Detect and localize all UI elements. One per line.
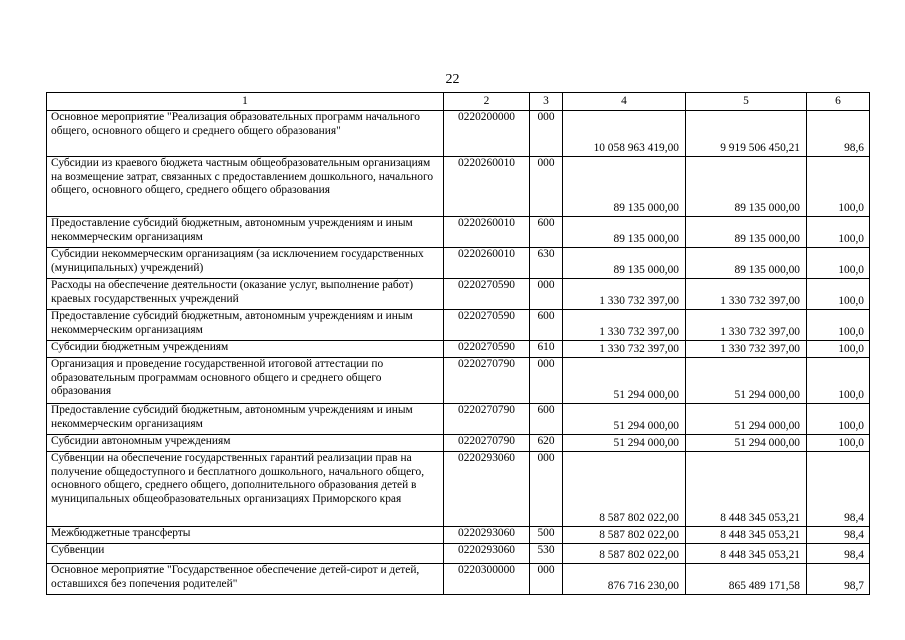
row-plan: 1 330 732 397,00	[563, 279, 686, 310]
row-fact: 8 448 345 053,21	[686, 544, 807, 564]
table-row	[47, 111, 870, 157]
row-plan: 10 058 963 419,00	[563, 111, 686, 157]
row-fact: 51 294 000,00	[686, 358, 807, 404]
row-name: Основное мероприятие "Государственное обеспечение детей-сирот и детей, оставшихся без попечения родителей"	[47, 564, 444, 595]
column-header: 6	[807, 93, 870, 111]
table-row	[47, 310, 870, 341]
row-expense-type: 000	[530, 111, 563, 157]
row-fact: 89 135 000,00	[686, 217, 807, 248]
row-code: 0220293060	[444, 452, 530, 527]
row-name: Субсидии некоммерческим организациям (за исключением государственных (муниципальных) учреждений)	[47, 248, 444, 279]
row-code: 0220260010	[444, 248, 530, 279]
row-expense-type: 000	[530, 157, 563, 217]
budget-table	[46, 92, 870, 595]
table-row	[47, 452, 870, 527]
row-plan: 89 135 000,00	[563, 217, 686, 248]
column-header: 4	[563, 93, 686, 111]
row-code: 0220270790	[444, 435, 530, 452]
table-row	[47, 248, 870, 279]
table-row	[47, 341, 870, 358]
table-row	[47, 217, 870, 248]
row-expense-type: 000	[530, 279, 563, 310]
row-expense-type: 600	[530, 310, 563, 341]
row-name: Субсидии бюджетным учреждениям	[47, 341, 444, 358]
row-plan: 51 294 000,00	[563, 435, 686, 452]
row-fact: 51 294 000,00	[686, 435, 807, 452]
table-row	[47, 564, 870, 595]
row-fact: 89 135 000,00	[686, 157, 807, 217]
row-percent: 98,4	[807, 452, 870, 527]
row-percent: 100,0	[807, 435, 870, 452]
row-plan: 51 294 000,00	[563, 404, 686, 435]
row-plan: 876 716 230,00	[563, 564, 686, 595]
row-fact: 8 448 345 053,21	[686, 452, 807, 527]
row-code: 0220270590	[444, 279, 530, 310]
row-plan: 8 587 802 022,00	[563, 527, 686, 544]
row-fact: 8 448 345 053,21	[686, 527, 807, 544]
row-expense-type: 600	[530, 404, 563, 435]
row-fact: 1 330 732 397,00	[686, 279, 807, 310]
row-name: Расходы на обеспечение деятельности (оказание услуг, выполнение работ) краевых государственных учреждений	[47, 279, 444, 310]
row-code: 0220260010	[444, 157, 530, 217]
column-header: 2	[444, 93, 530, 111]
row-expense-type: 630	[530, 248, 563, 279]
row-percent: 98,7	[807, 564, 870, 595]
row-percent: 100,0	[807, 358, 870, 404]
row-percent: 100,0	[807, 279, 870, 310]
row-percent: 98,4	[807, 527, 870, 544]
column-header: 3	[530, 93, 563, 111]
table-row	[47, 279, 870, 310]
row-percent: 100,0	[807, 341, 870, 358]
row-fact: 89 135 000,00	[686, 248, 807, 279]
row-expense-type: 610	[530, 341, 563, 358]
row-code: 0220270790	[444, 404, 530, 435]
row-plan: 8 587 802 022,00	[563, 544, 686, 564]
row-plan: 51 294 000,00	[563, 358, 686, 404]
row-fact: 51 294 000,00	[686, 404, 807, 435]
row-percent: 98,4	[807, 544, 870, 564]
table-row	[47, 527, 870, 544]
row-name: Субсидии из краевого бюджета частным общеобразовательным организациям на возмещение затрат, связанных с предоставлением дошкольного, начального общего, основного общего, среднего общего образования	[47, 157, 444, 217]
row-code: 0220260010	[444, 217, 530, 248]
column-header: 5	[686, 93, 807, 111]
row-name: Основное мероприятие "Реализация образовательных программ начального общего, основного общего и среднего общего образования"	[47, 111, 444, 157]
row-plan: 89 135 000,00	[563, 157, 686, 217]
row-expense-type: 000	[530, 452, 563, 527]
table-row	[47, 435, 870, 452]
row-code: 0220293060	[444, 527, 530, 544]
row-percent: 100,0	[807, 404, 870, 435]
row-plan: 8 587 802 022,00	[563, 452, 686, 527]
row-name: Субвенции	[47, 544, 444, 564]
row-percent: 98,6	[807, 111, 870, 157]
row-name: Межбюджетные трансферты	[47, 527, 444, 544]
row-plan: 89 135 000,00	[563, 248, 686, 279]
table-row	[47, 544, 870, 564]
row-plan: 1 330 732 397,00	[563, 310, 686, 341]
row-code: 0220300000	[444, 564, 530, 595]
row-expense-type: 620	[530, 435, 563, 452]
row-name: Предоставление субсидий бюджетным, автономным учреждениям и иным некоммерческим организациям	[47, 217, 444, 248]
row-percent: 100,0	[807, 157, 870, 217]
row-fact: 865 489 171,58	[686, 564, 807, 595]
row-percent: 100,0	[807, 248, 870, 279]
row-expense-type: 530	[530, 544, 563, 564]
row-expense-type: 500	[530, 527, 563, 544]
row-code: 0220270590	[444, 310, 530, 341]
table-row	[47, 157, 870, 217]
row-fact: 9 919 506 450,21	[686, 111, 807, 157]
row-code: 0220293060	[444, 544, 530, 564]
table-row	[47, 404, 870, 435]
row-code: 0220200000	[444, 111, 530, 157]
row-name: Субвенции на обеспечение государственных гарантий реализации прав на получение общедоступного и бесплатного дошкольного, начального общего, основного общего, среднего общего, дополнительного образования детей в муниципальных общеобразовательных организациях Приморского края	[47, 452, 444, 527]
row-name: Предоставление субсидий бюджетным, автономным учреждениям и иным некоммерческим организациям	[47, 310, 444, 341]
row-expense-type: 600	[530, 217, 563, 248]
row-percent: 100,0	[807, 310, 870, 341]
row-code: 0220270790	[444, 358, 530, 404]
row-percent: 100,0	[807, 217, 870, 248]
row-name: Организация и проведение государственной итоговой аттестации по образовательным программам основного общего и среднего общего образования	[47, 358, 444, 404]
row-plan: 1 330 732 397,00	[563, 341, 686, 358]
row-expense-type: 000	[530, 358, 563, 404]
column-header: 1	[47, 93, 444, 111]
table-row	[47, 358, 870, 404]
table-header-row	[47, 93, 870, 111]
page-number: 22	[445, 72, 460, 87]
row-expense-type: 000	[530, 564, 563, 595]
row-name: Субсидии автономным учреждениям	[47, 435, 444, 452]
row-name: Предоставление субсидий бюджетным, автономным учреждениям и иным некоммерческим организациям	[47, 404, 444, 435]
row-fact: 1 330 732 397,00	[686, 310, 807, 341]
row-fact: 1 330 732 397,00	[686, 341, 807, 358]
row-code: 0220270590	[444, 341, 530, 358]
